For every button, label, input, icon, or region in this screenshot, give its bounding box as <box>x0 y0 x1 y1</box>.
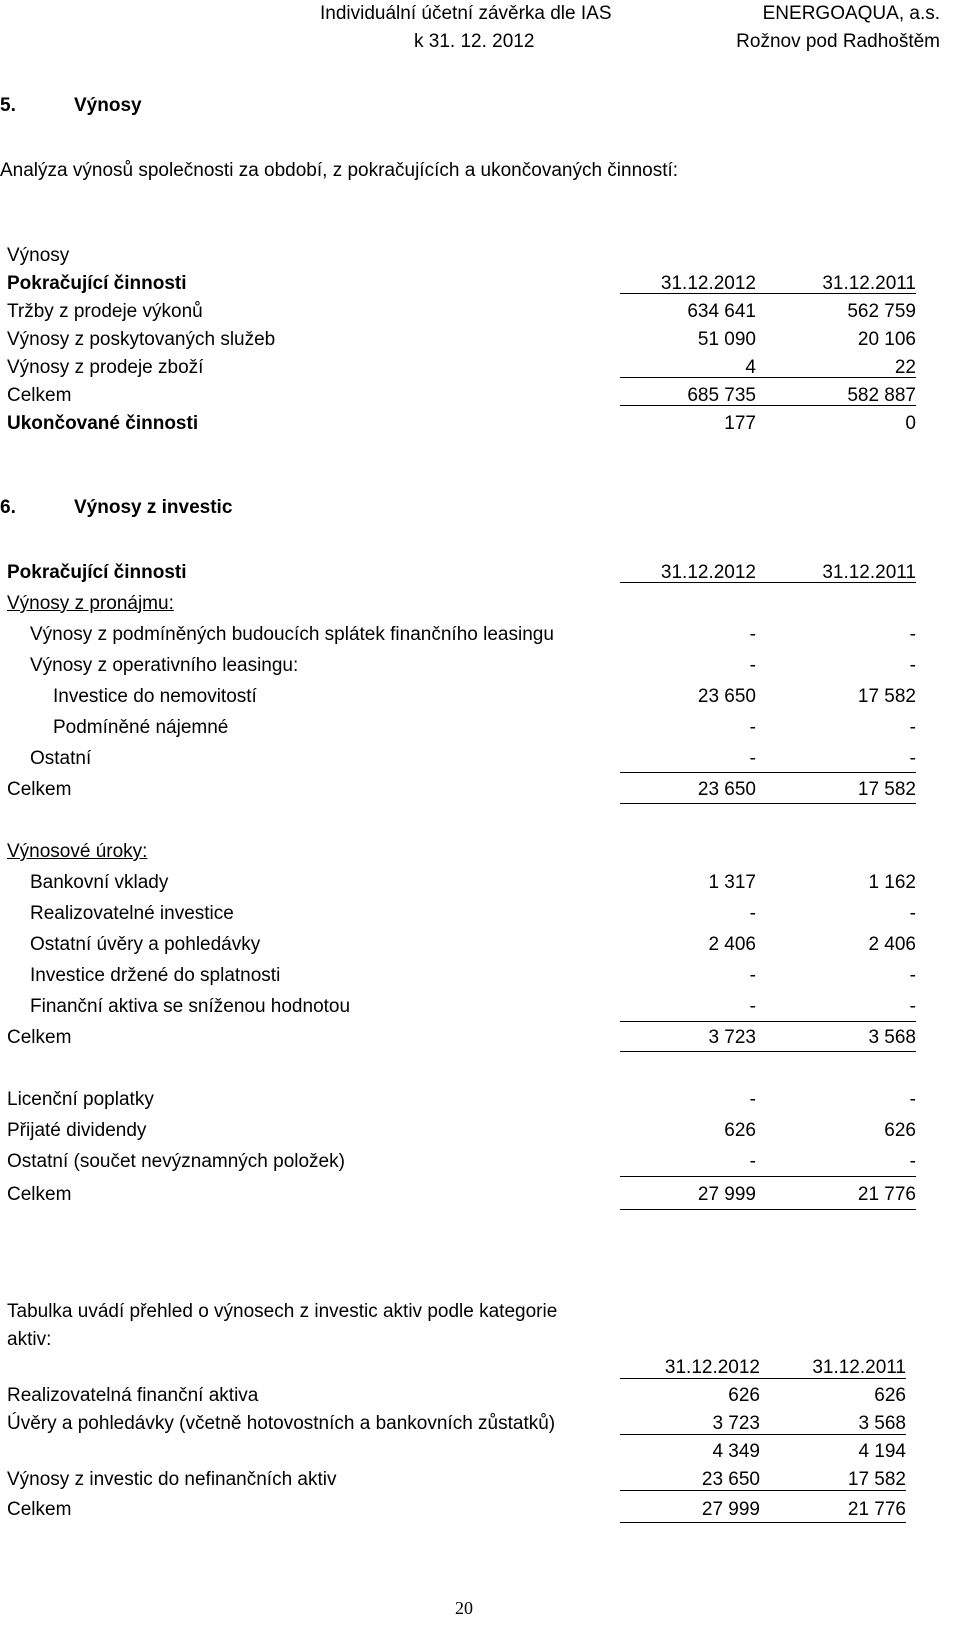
table-row-value-2012: 634 641 <box>687 301 756 322</box>
rental-subtotal-line <box>620 772 916 773</box>
header-left-line2: k 31. 12. 2012 <box>414 31 535 52</box>
section6-header-underline <box>620 582 916 583</box>
table-row-label: Ostatní úvěry a pohledávky <box>30 934 261 955</box>
section6-title: Výnosy z investic <box>74 497 233 518</box>
table-row-value-2012: 23 650 <box>697 686 756 707</box>
table-row-value-2012: - <box>749 903 756 924</box>
summary-subtotal-line <box>620 1434 906 1435</box>
table-row-value-2011: 626 <box>874 1385 906 1406</box>
table-row-label: Licenční poplatky <box>7 1089 154 1110</box>
section5-header-label: Pokračující činnosti <box>7 273 187 294</box>
table-row-value-2012: - <box>749 1089 756 1110</box>
summary-intro-line2: aktiv: <box>7 1329 52 1350</box>
table-row-label: Výnosy z poskytovaných služeb <box>7 329 276 350</box>
table-row-label: Celkem <box>7 385 72 406</box>
table-row-value-2012: 177 <box>724 413 756 434</box>
header-right-line1: ENERGOAQUA, a.s. <box>762 3 940 24</box>
table-row-value-2011: 17 582 <box>857 686 916 707</box>
table-row-value-2012: - <box>749 655 756 676</box>
interest-total-line <box>620 1051 916 1052</box>
table-row-label: Realizovatelná finanční aktiva <box>7 1385 259 1406</box>
other-subtotal-line <box>620 1176 916 1177</box>
table-row-label: Realizovatelné investice <box>30 903 234 924</box>
interest-subtotal-line <box>620 1021 916 1022</box>
table-row-value-2012: 4 <box>745 357 756 378</box>
table-row-value-2011: 3 568 <box>858 1413 906 1434</box>
table-row-label: Investice držené do splatnosti <box>30 965 281 986</box>
table-row-value-2011: - <box>909 1089 916 1110</box>
table-row-value-2011: - <box>909 903 916 924</box>
section5-total-line <box>620 405 916 406</box>
table-row-value-2011: 20 106 <box>857 329 916 350</box>
section5-intro: Analýza výnosů společnosti za období, z pokračujících a ukončovaných činností: <box>0 160 679 181</box>
table-row-value-2011: 626 <box>884 1120 916 1141</box>
table-row-value-2011: 4 194 <box>858 1441 906 1462</box>
table-row-label: Výnosy z podmíněných budoucích splátek finančního leasingu <box>30 624 554 645</box>
section5-subtotal-line <box>620 377 916 378</box>
table-row-value-2011: 562 759 <box>847 301 916 322</box>
table-row-label: Výnosy z operativního leasingu: <box>30 655 299 676</box>
table-row-value-2011: 17 582 <box>857 779 916 800</box>
table-row-value-2011: 2 406 <box>868 934 916 955</box>
section5-col2-header: 31.12.2011 <box>822 273 916 294</box>
table-row-label: Ostatní <box>30 748 92 769</box>
section5-header-underline <box>620 293 916 294</box>
table-row-value-2012: 2 406 <box>708 934 756 955</box>
table-row-value-2012: 3 723 <box>708 1027 756 1048</box>
table-row-value-2012: 23 650 <box>701 1469 760 1490</box>
table-row-label: Výnosy z investic do nefinančních aktiv <box>7 1469 337 1490</box>
table-row-value-2012: - <box>749 965 756 986</box>
table-row-value-2012: - <box>749 748 756 769</box>
header-left-line1: Individuální účetní závěrka dle IAS <box>320 3 612 24</box>
summary-header-underline <box>620 1378 906 1379</box>
table-row-label: Celkem <box>7 1027 72 1048</box>
table-row-value-2011: - <box>909 748 916 769</box>
table-row-label: Investice do nemovitostí <box>53 686 257 707</box>
summary-col2-header: 31.12.2011 <box>812 1357 906 1378</box>
table-row-value-2011: 17 582 <box>847 1469 906 1490</box>
table-row-value-2011: 0 <box>905 413 916 434</box>
table-row-value-2012: 4 349 <box>712 1441 760 1462</box>
grand-total-line <box>620 1209 916 1210</box>
table-row-value-2011: - <box>909 1151 916 1172</box>
table-row-label: Celkem <box>7 1499 72 1520</box>
table-row-value-2011: 582 887 <box>847 385 916 406</box>
table-row-label: Tržby z prodeje výkonů <box>7 301 203 322</box>
table-row-value-2012: 1 317 <box>708 872 756 893</box>
section6-header-label: Pokračující činnosti <box>7 562 187 583</box>
rental-section-title: Výnosy z pronájmu: <box>7 593 174 614</box>
table-row-value-2012: 23 650 <box>697 779 756 800</box>
table-row-value-2011: - <box>909 965 916 986</box>
table-row-value-2012: 3 723 <box>712 1413 760 1434</box>
table-row-value-2011: 3 568 <box>868 1027 916 1048</box>
table-row-label: Ostatní (součet nevýznamných položek) <box>7 1151 345 1172</box>
table-row-value-2011: - <box>909 655 916 676</box>
table-row-value-2012: 27 999 <box>701 1499 760 1520</box>
table-row-value-2012: 51 090 <box>697 329 756 350</box>
table-row-value-2012: 685 735 <box>687 385 756 406</box>
summary-intro-line1: Tabulka uvádí přehled o výnosech z investic aktiv podle kategorie <box>7 1301 558 1322</box>
table-row-label: Bankovní vklady <box>30 872 169 893</box>
table-row-value-2012: - <box>749 996 756 1017</box>
table-row-value-2011: 21 776 <box>847 1499 906 1520</box>
table-row-label: Celkem <box>7 1184 72 1205</box>
section6-col1-header: 31.12.2012 <box>660 562 756 583</box>
table-row-value-2011: - <box>909 624 916 645</box>
table-row-value-2012: 626 <box>724 1120 756 1141</box>
page-number: 20 <box>455 1598 473 1618</box>
table-row-label: Ukončované činnosti <box>7 413 199 434</box>
table-row-label: Podmíněné nájemné <box>53 717 229 738</box>
header-right-line2: Rožnov pod Radhoštěm <box>736 31 940 52</box>
table-row-label: Úvěry a pohledávky (včetně hotovostních a bankovních zůstatků) <box>7 1413 556 1434</box>
table-row-value-2012: - <box>749 1151 756 1172</box>
table-row-label: Přijaté dividendy <box>7 1120 147 1141</box>
table-row-label: Celkem <box>7 779 72 800</box>
section6-col2-header: 31.12.2011 <box>822 562 916 583</box>
table-row-value-2011: - <box>909 717 916 738</box>
section5-table-caption: Výnosy <box>7 245 70 266</box>
summary-subtotal-line-2 <box>620 1490 906 1491</box>
table-row-value-2012: 626 <box>728 1385 760 1406</box>
table-row-label: Výnosy z prodeje zboží <box>7 357 204 378</box>
rental-total-line <box>620 803 916 804</box>
interest-section-title: Výnosové úroky: <box>7 841 148 862</box>
table-row-value-2011: - <box>909 996 916 1017</box>
table-row-value-2011: 21 776 <box>857 1184 916 1205</box>
section5-number: 5. <box>0 95 16 116</box>
section6-number: 6. <box>0 497 16 518</box>
table-row-value-2011: 22 <box>894 357 916 378</box>
table-row-value-2012: - <box>749 717 756 738</box>
summary-total-line <box>620 1522 906 1523</box>
table-row-value-2012: 27 999 <box>697 1184 756 1205</box>
table-row-value-2012: - <box>749 624 756 645</box>
section5-col1-header: 31.12.2012 <box>660 273 756 294</box>
section5-title: Výnosy <box>74 95 142 116</box>
summary-col1-header: 31.12.2012 <box>664 1357 760 1378</box>
table-row-label: Finanční aktiva se sníženou hodnotou <box>30 996 351 1017</box>
table-row-value-2011: 1 162 <box>868 872 916 893</box>
